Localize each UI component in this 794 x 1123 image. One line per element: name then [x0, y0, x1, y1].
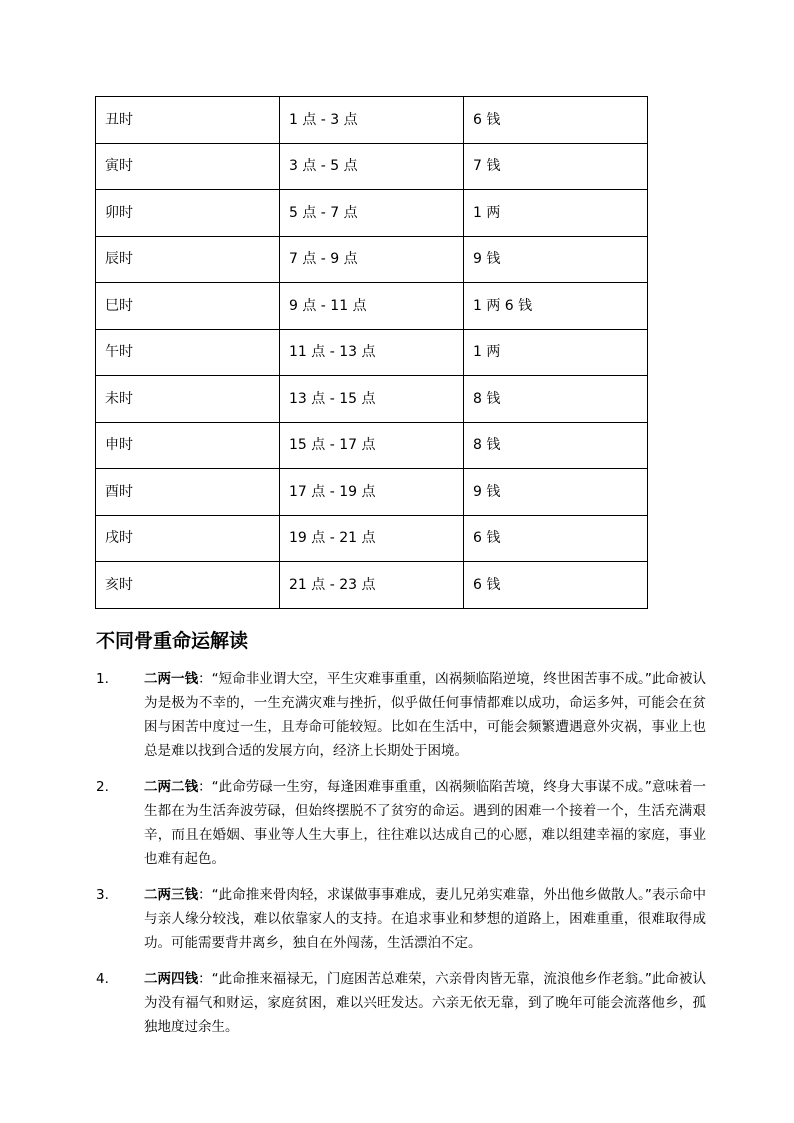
list-item [96, 883, 706, 955]
list-number: 1. [96, 671, 109, 687]
table-row [96, 190, 648, 237]
item-body: ：“此命劳碌一生穷，每逢困难事重重，凶祸频临陷苦境，终身大事谋不成。”意味着一生都在为生活奔波劳碌，但始终摆脱不了贫穷的命运。遇到的困难一个接着一个，生活充满艰辛，而且在婚姻、事业等人生大事上，往往难以达成自己的心愿，难以组建幸福的家庭，事业也难有起色。 [144, 779, 706, 867]
fate-list [96, 667, 706, 1051]
table-cell: 寅时 [96, 143, 280, 190]
table-row [96, 469, 648, 516]
table-cell: 未时 [96, 376, 280, 423]
table-cell: 5 点 - 7 点 [280, 190, 464, 237]
table-cell: 9 钱 [464, 469, 648, 516]
table-cell: 8 钱 [464, 422, 648, 469]
table-cell: 11 点 - 13 点 [280, 329, 464, 376]
table-cell: 13 点 - 15 点 [280, 376, 464, 423]
table-cell: 1 两 [464, 190, 648, 237]
table-cell: 申时 [96, 422, 280, 469]
table-cell: 9 钱 [464, 236, 648, 283]
table-row [96, 97, 648, 144]
table-cell: 丑时 [96, 97, 280, 144]
table-cell: 19 点 - 21 点 [280, 515, 464, 562]
table-row [96, 376, 648, 423]
list-item [96, 967, 706, 1039]
table-cell: 6 钱 [464, 515, 648, 562]
table-cell: 1 点 - 3 点 [280, 97, 464, 144]
table-row [96, 562, 648, 609]
list-number: 2. [96, 779, 109, 795]
table-cell: 6 钱 [464, 97, 648, 144]
table-cell: 6 钱 [464, 562, 648, 609]
table-cell: 卯时 [96, 190, 280, 237]
list-number: 3. [96, 887, 109, 903]
table-cell: 8 钱 [464, 376, 648, 423]
table-cell: 21 点 - 23 点 [280, 562, 464, 609]
table-row [96, 422, 648, 469]
table-cell: 15 点 - 17 点 [280, 422, 464, 469]
item-body: ：“短命非业谓大空，平生灾难事重重，凶祸频临陷逆境，终世困苦事不成。”此命被认为是极为不幸的，一生充满灾难与挫折，似乎做任何事情都难以成功，命运多舛，可能会在贫困与困苦中度过一生，且寿命可能较短。比如在生活中，可能会频繁遭遇意外灾祸，事业上也总是难以找到合适的发展方向，经济上长期处于困境。 [144, 671, 706, 759]
table-cell: 酉时 [96, 469, 280, 516]
table-row [96, 236, 648, 283]
item-lead: 二两一钱 [144, 671, 199, 687]
table-cell: 17 点 - 19 点 [280, 469, 464, 516]
table-row [96, 515, 648, 562]
list-number: 4. [96, 971, 109, 987]
section-title: 不同骨重命运解读 [96, 630, 249, 652]
list-item [96, 667, 706, 763]
item-lead: 二两二钱 [144, 779, 199, 795]
list-item [96, 775, 706, 871]
table-row [96, 329, 648, 376]
item-lead: 二两三钱 [144, 887, 199, 903]
item-body: ：“此命推来骨肉轻，求谋做事事难成，妻儿兄弟实难靠，外出他乡做散人。”表示命中与亲人缘分较浅，难以依靠家人的支持。在追求事业和梦想的道路上，困难重重，很难取得成功。可能需要背井离乡，独自在外闯荡，生活漂泊不定。 [144, 887, 706, 951]
table-cell: 1 两 6 钱 [464, 283, 648, 330]
table-cell: 巳时 [96, 283, 280, 330]
table-cell: 戌时 [96, 515, 280, 562]
time-weight-table [95, 96, 648, 609]
table-row [96, 283, 648, 330]
table-cell: 辰时 [96, 236, 280, 283]
table-row [96, 143, 648, 190]
item-body: ：“此命推来福禄无，门庭困苦总难荣，六亲骨肉皆无靠，流浪他乡作老翁。”此命被认为没有福气和财运，家庭贫困，难以兴旺发达。六亲无依无靠，到了晚年可能会流落他乡，孤独地度过余生。 [144, 971, 706, 1035]
table-cell: 1 两 [464, 329, 648, 376]
table-cell: 7 钱 [464, 143, 648, 190]
table-cell: 午时 [96, 329, 280, 376]
table-cell: 3 点 - 5 点 [280, 143, 464, 190]
item-lead: 二两四钱 [144, 971, 199, 987]
table-cell: 9 点 - 11 点 [280, 283, 464, 330]
table-cell: 亥时 [96, 562, 280, 609]
table-cell: 7 点 - 9 点 [280, 236, 464, 283]
